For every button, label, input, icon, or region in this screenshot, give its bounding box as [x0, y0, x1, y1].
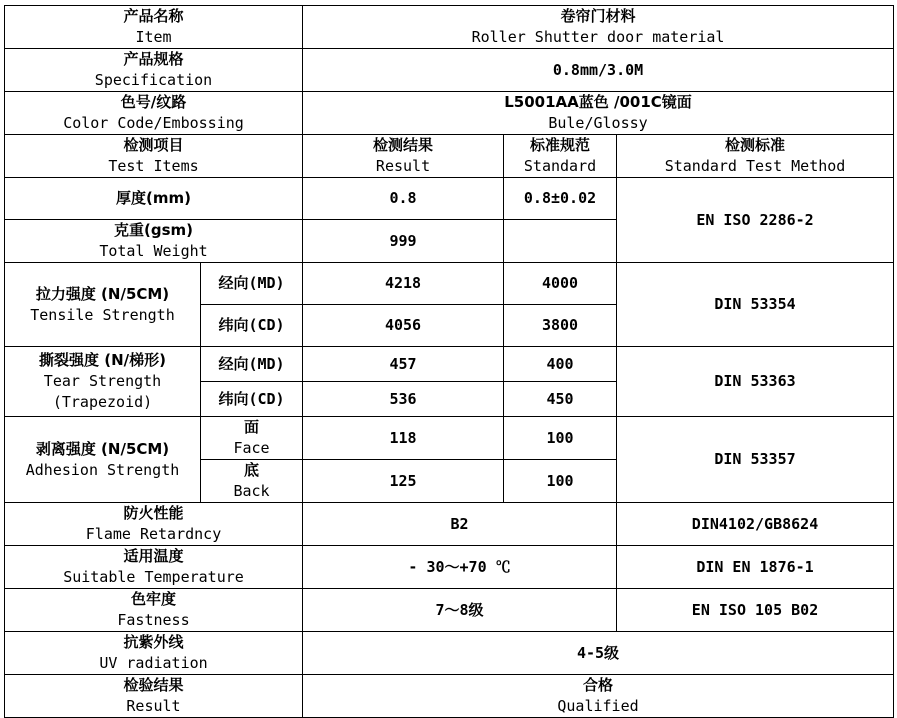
specification-label-en: Specification: [94, 71, 213, 89]
uv-row: [5, 632, 894, 675]
color-label-zh: 色号/纹路: [120, 93, 187, 111]
adhesion-face-row: [5, 417, 894, 460]
color-row: [5, 92, 894, 135]
tear-md-label: 经向(MD): [201, 347, 303, 382]
fastness-row: [5, 589, 894, 632]
item-row: [5, 6, 894, 49]
uv-label-en: UV radiation: [99, 654, 208, 672]
weight-label-en: Total Weight: [99, 242, 208, 260]
adhesion-back-standard: 100: [504, 460, 617, 503]
tear-md-standard: 400: [504, 347, 617, 382]
conclusion-row: [5, 675, 894, 718]
color-value-cell: [303, 92, 894, 135]
tensile-label-en: Tensile Strength: [30, 305, 175, 324]
fastness-label-en: Fastness: [117, 611, 190, 629]
uv-result: 4-5级: [303, 632, 894, 675]
tear-label-en: Tear Strength: [43, 372, 162, 390]
adhesion-back-zh: 底: [244, 461, 260, 479]
item-value: 卷帘门材料: [560, 7, 636, 25]
adhesion-method: DIN 53357: [617, 417, 894, 503]
conclusion-label-zh: 检验结果: [123, 676, 184, 694]
temperature-label-en: Suitable Temperature: [63, 568, 244, 586]
flame-label-zh: 防火性能: [123, 504, 184, 522]
conclusion-label-en: Result: [126, 697, 181, 715]
tensile-cd-result: 4056: [303, 305, 504, 347]
flame-label-en: Flame Retardncy: [85, 525, 222, 543]
specification-value: 0.8mm/3.0M: [303, 49, 894, 92]
flame-method: DIN4102/GB8624: [617, 503, 894, 546]
tensile-md-row: [5, 263, 894, 305]
header-result-en: Result: [375, 157, 431, 175]
adhesion-face-zh: 面: [244, 418, 260, 436]
tear-method: DIN 53363: [617, 347, 894, 417]
item-value-cell: [303, 6, 894, 49]
tensile-method: DIN 53354: [617, 263, 894, 347]
temperature-result: - 30～+70 ℃: [303, 546, 617, 589]
weight-result: 999: [303, 220, 504, 263]
header-result-cell: [303, 135, 504, 178]
item-label-en: Item: [135, 28, 172, 46]
conclusion-value-cell: [303, 675, 894, 718]
header-standard-zh: 标准规范: [530, 136, 591, 154]
weight-standard: [504, 220, 617, 263]
adhesion-face-standard: 100: [504, 417, 617, 460]
specification-label-cell: [5, 49, 303, 92]
color-label-cell: [5, 92, 303, 135]
header-standard-en: Standard: [523, 157, 597, 175]
tensile-label-cell: [5, 263, 201, 347]
weight-label-cell: [5, 220, 303, 263]
header-item-cell: [5, 135, 303, 178]
item-label-cell: [5, 6, 303, 49]
thickness-standard: 0.8±0.02: [504, 178, 617, 220]
specification-label-zh: 产品规格: [123, 50, 184, 68]
conclusion-label-cell: [5, 675, 303, 718]
tensile-md-result: 4218: [303, 263, 504, 305]
flame-result: B2: [303, 503, 617, 546]
tear-label-zh: 撕裂强度 (N/梯形): [39, 351, 166, 369]
thickness-weight-method: EN ISO 2286-2: [617, 178, 894, 263]
tear-label-en2: (Trapezoid): [52, 393, 153, 411]
adhesion-back-en: Back: [233, 482, 270, 500]
header-standard-cell: [504, 135, 617, 178]
fastness-result: 7～8级: [303, 589, 617, 632]
temperature-method: DIN EN 1876-1: [617, 546, 894, 589]
thickness-row: [5, 178, 894, 220]
header-item-en: Test Items: [108, 157, 199, 175]
fastness-label-cell: [5, 589, 303, 632]
flame-row: [5, 503, 894, 546]
tensile-cd-standard: 3800: [504, 305, 617, 347]
test-header-row: [5, 135, 894, 178]
conclusion-value-zh: 合格: [583, 676, 614, 694]
conclusion-value-en: Qualified: [557, 697, 639, 715]
temperature-label-cell: [5, 546, 303, 589]
weight-label-zh: 克重(gsm): [114, 221, 194, 239]
color-value-zh: L5001AA蓝色 /001C镜面: [504, 93, 692, 111]
adhesion-label-zh: 剥离强度 (N/5CM): [35, 439, 170, 458]
header-method-cell: [617, 135, 894, 178]
adhesion-back-result: 125: [303, 460, 504, 503]
adhesion-back-label-cell: [201, 460, 303, 503]
tensile-cd-label: 纬向(CD): [201, 305, 303, 347]
item-value-en: Roller Shutter door material: [471, 28, 725, 46]
item-label-zh: 产品名称: [123, 7, 184, 25]
adhesion-face-en: Face: [233, 439, 270, 457]
tear-md-result: 457: [303, 347, 504, 382]
adhesion-face-result: 118: [303, 417, 504, 460]
fastness-method: EN ISO 105 B02: [617, 589, 894, 632]
tear-cd-result: 536: [303, 382, 504, 417]
uv-label-zh: 抗紫外线: [123, 633, 184, 651]
specification-row: [5, 49, 894, 92]
header-result-zh: 检测结果: [373, 136, 434, 154]
header-item-zh: 检测项目: [123, 136, 184, 154]
tensile-md-label: 经向(MD): [201, 263, 303, 305]
tensile-md-standard: 4000: [504, 263, 617, 305]
fastness-label-zh: 色牢度: [131, 590, 177, 608]
adhesion-face-label-cell: [201, 417, 303, 460]
flame-label-cell: [5, 503, 303, 546]
header-method-zh: 检测标准: [725, 136, 786, 154]
temperature-row: [5, 546, 894, 589]
tensile-label-zh: 拉力强度 (N/5CM): [35, 284, 170, 303]
adhesion-label-en: Adhesion Strength: [25, 460, 180, 479]
header-method-en: Standard Test Method: [664, 157, 846, 175]
tear-label-cell: [5, 347, 201, 417]
tear-md-row: [5, 347, 894, 382]
adhesion-label-cell: [5, 417, 201, 503]
tear-cd-label: 纬向(CD): [201, 382, 303, 417]
uv-label-cell: [5, 632, 303, 675]
temperature-label-zh: 适用温度: [123, 547, 184, 565]
thickness-label-cell: [5, 178, 303, 220]
thickness-result: 0.8: [303, 178, 504, 220]
color-value-en: Bule/Glossy: [548, 114, 648, 132]
thickness-label: 厚度(mm): [116, 189, 191, 207]
tear-cd-standard: 450: [504, 382, 617, 417]
spec-table: [4, 5, 894, 718]
color-label-en: Color Code/Embossing: [63, 114, 244, 132]
